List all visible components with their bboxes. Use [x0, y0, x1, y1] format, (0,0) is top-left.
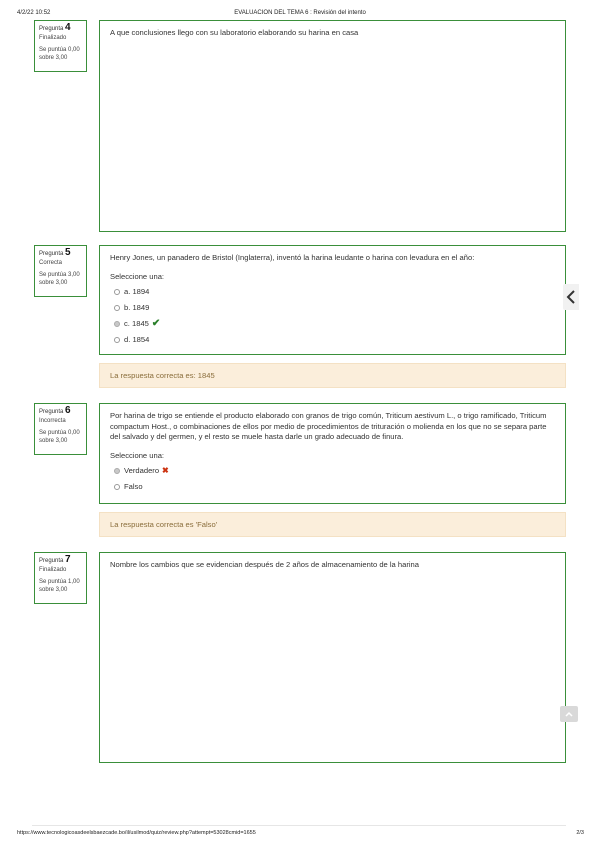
- print-date: 4/2/22 10:52: [17, 10, 51, 16]
- question-label: Pregunta: [39, 558, 64, 564]
- question-grade: [39, 429, 83, 445]
- print-url: https://www.tecnologicoasdeelsbaezcade.bo/il/usilmod/quiz/review.php?attempt=53028cmid=1655: [17, 830, 256, 836]
- question-text: Nombre los cambios que se evidencian después de 2 años de almacenamiento de la harina: [110, 560, 420, 569]
- question-content-4: [99, 20, 566, 232]
- radio-button[interactable]: [114, 337, 120, 343]
- question-grade: [39, 271, 83, 287]
- radio-button[interactable]: [114, 468, 120, 474]
- cross-icon: ✖: [162, 465, 169, 475]
- grade-line-1: Se puntúa 0,00: [39, 47, 80, 53]
- option-label: Verdadero: [124, 465, 160, 475]
- question-number: 4: [65, 22, 71, 33]
- answer-option-c[interactable]: [110, 316, 555, 332]
- question-number: 5: [65, 247, 71, 258]
- question-number: 7: [65, 554, 71, 565]
- question-label: Pregunta: [39, 26, 64, 32]
- footer-divider: [32, 825, 566, 826]
- question-info-6: [34, 403, 87, 455]
- radio-button[interactable]: [114, 289, 120, 295]
- question-state: Finalizado: [39, 35, 67, 41]
- answer-option-b[interactable]: [110, 300, 555, 316]
- question-text: Por harina de trigo se entiende el producto elaborado con granos de trigo común, Triticum aestivum L., o trigo ramificado, Triticum compactum Host., o combinaciones de ellos por medio de procedimientos de trituración o molienda en los que no se separa parte del salvado y del germen, y el resto se muele hasta darle un grado adecuado de finura.: [110, 411, 547, 441]
- question-text: Henry Jones, un panadero de Bristol (Inglaterra), inventó la harina leudante o harina con levadura en el año:: [110, 253, 475, 262]
- right-answer-feedback: La respuesta correcta es: 1845: [99, 363, 566, 388]
- radio-button[interactable]: [114, 305, 120, 311]
- grade-line-2: sobre 3,00: [39, 280, 68, 286]
- chevron-left-icon: [566, 290, 576, 304]
- page-title: EVALUACION DEL TEMA 6 : Revisión del intento: [234, 10, 366, 16]
- question-content-5: [99, 245, 566, 355]
- back-to-top-button[interactable]: [560, 706, 578, 722]
- question-grade: [39, 46, 83, 62]
- check-icon: ✔: [151, 317, 161, 329]
- answer-option-false[interactable]: [110, 479, 555, 495]
- radio-button[interactable]: [114, 484, 120, 490]
- drawer-toggle-button[interactable]: [563, 284, 579, 310]
- question-state: Correcta: [39, 260, 63, 266]
- page-number: 2/3: [576, 830, 584, 836]
- question-number: 6: [65, 405, 71, 416]
- question-content-6: [99, 403, 566, 504]
- grade-line-1: Se puntúa 1,00: [39, 579, 80, 585]
- question-state: Finalizado: [39, 567, 67, 573]
- grade-line-1: Se puntúa 0,00: [39, 430, 80, 436]
- question-info-7: [34, 552, 87, 604]
- question-content-7: [99, 552, 566, 763]
- radio-button[interactable]: [114, 321, 120, 327]
- right-answer-feedback: La respuesta correcta es 'Falso': [99, 512, 566, 537]
- question-info-5: [34, 245, 87, 297]
- answer-option-true[interactable]: [110, 463, 555, 479]
- chevron-up-icon: [565, 711, 573, 717]
- question-state: Incorrecta: [39, 418, 66, 424]
- question-label: Pregunta: [39, 251, 64, 257]
- option-label: c. 1845: [124, 318, 149, 328]
- question-grade: [39, 578, 83, 594]
- answer-prompt: Seleccione una:: [110, 271, 165, 281]
- option-label: a. 1894: [124, 286, 150, 296]
- option-label: d. 1854: [124, 334, 150, 344]
- answer-option-a[interactable]: [110, 284, 555, 300]
- question-info-4: [34, 20, 87, 72]
- answer-prompt: Seleccione una:: [110, 450, 165, 460]
- grade-line-2: sobre 3,00: [39, 438, 68, 444]
- question-label: Pregunta: [39, 409, 64, 415]
- answer-option-d[interactable]: [110, 332, 555, 348]
- grade-line-1: Se puntúa 3,00: [39, 272, 80, 278]
- option-label: b. 1849: [124, 302, 150, 312]
- option-label: Falso: [124, 481, 143, 491]
- grade-line-2: sobre 3,00: [39, 55, 68, 61]
- grade-line-2: sobre 3,00: [39, 587, 68, 593]
- question-text: A que conclusiones llego con su laboratorio elaborando su harina en casa: [110, 28, 359, 37]
